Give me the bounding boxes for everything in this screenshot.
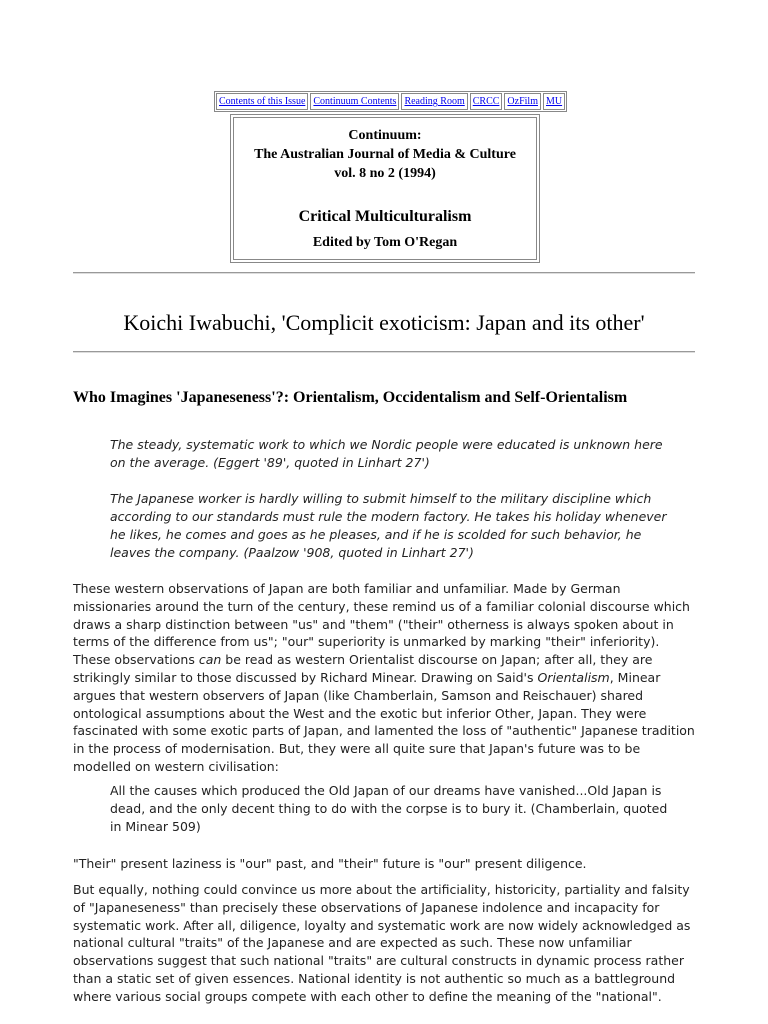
journal-info-inner [233,117,537,260]
nav-link-continuum-contents[interactable]: Continuum Contents [310,93,399,110]
journal-volume: vol. 8 no 2 (1994) [334,166,436,181]
article-title: Koichi Iwabuchi, 'Complicit exoticism: Japan and its other' [123,310,645,335]
body-paragraph-1 [73,580,698,776]
issue-editor: Edited by Tom O'Regan [312,235,458,250]
journal-subtitle: The Australian Journal of Media & Culture [254,147,516,162]
journal-name: Continuum: [348,128,422,143]
nav-link-contents-issue[interactable]: Contents of this Issue [216,93,308,110]
body-paragraph-3: But equally, nothing could convince us more about the artificiality, historicity, partiality and falsity of "Japaneseness" than precisely these observations of Japanese indolence and incapacity for systematic work. After all, diligence, loyalty and systematic work are now widely acknowledged as national cultural "traits" of the Japanese and are expected as such. These now unfamiliar observations suggest that such national "traits" are cultural constructs in dynamic process rather than a static set of given essences. National identity is not authentic so much as a battleground where various social groups compete with each other to define the meaning of the "national". [73,882,691,1004]
section-heading: Who Imagines 'Japaneseness'?: Orientalism, Occidentalism and Self-Orientalism [73,389,628,406]
para1-emphasis-orientalism: Orientalism [537,669,610,685]
issue-theme: Critical Multiculturalism [298,208,472,225]
para1-text-b: be read as western Orientalist discourse on Japan; after all, they are strikingly similar to those discussed by Richard Minear. Drawing on Said's [73,652,653,685]
divider-top [73,272,695,274]
journal-info-box [230,114,540,263]
para1-emphasis-can: can [198,652,222,668]
divider-bottom [73,351,695,353]
para1-text-c: , Minear argues that western observers of Japan (like Chamberlain, Samson and Reischauer) shared ontological assumptions about the West and the exotic but inferior Other, Japan. They were fascinated with some exotic parts of Japan, and lamented the loss of "authentic" Japanese tradition in the process of modernisation. But, they were all quite sure that Japan's future was to be modelled on western civilisation: [73,669,695,774]
nav-bar [214,91,567,112]
nav-link-crcc[interactable]: CRCC [470,93,503,110]
nav-link-ozfilm[interactable]: OzFilm [504,93,541,110]
nav-link-mu[interactable]: MU [543,93,565,110]
block-quote-chamberlain: All the causes which produced the Old Japan of our dreams have vanished...Old Japan is dead, and the only decent thing to do with the corpse is to bury it. (Chamberlain, quoted in Minear 509) [110,783,668,834]
block-quote-eggert: The steady, systematic work to which we Nordic people were educated is unknown here on the average. (Eggert '89', quoted in Linhart 27') [110,437,663,470]
body-paragraph-2: "Their" present laziness is "our" past, and "their" future is "our" present diligence. [73,856,587,871]
nav-link-reading-room[interactable]: Reading Room [401,93,467,110]
para1-text-a: These western observations of Japan are both familiar and unfamiliar. Made by German missionaries around the turn of the century, these remind us of a familiar colonial discourse which draws a sharp distinction between "us" and "them" ("their" otherness is always spoken about in terms of the difference from us"; "our" superiority is unmarked by marking "their" inferiority). These observations [73,581,690,668]
block-quote-paalzow: The Japanese worker is hardly willing to submit himself to the military discipline which according to our standards must rule the modern factory. He takes his holiday whenever he likes, he comes and goes as he pleases, and if he is scolded for such behavior, he leaves the company. (Paalzow '908, quoted in Linhart 27') [110,491,667,560]
